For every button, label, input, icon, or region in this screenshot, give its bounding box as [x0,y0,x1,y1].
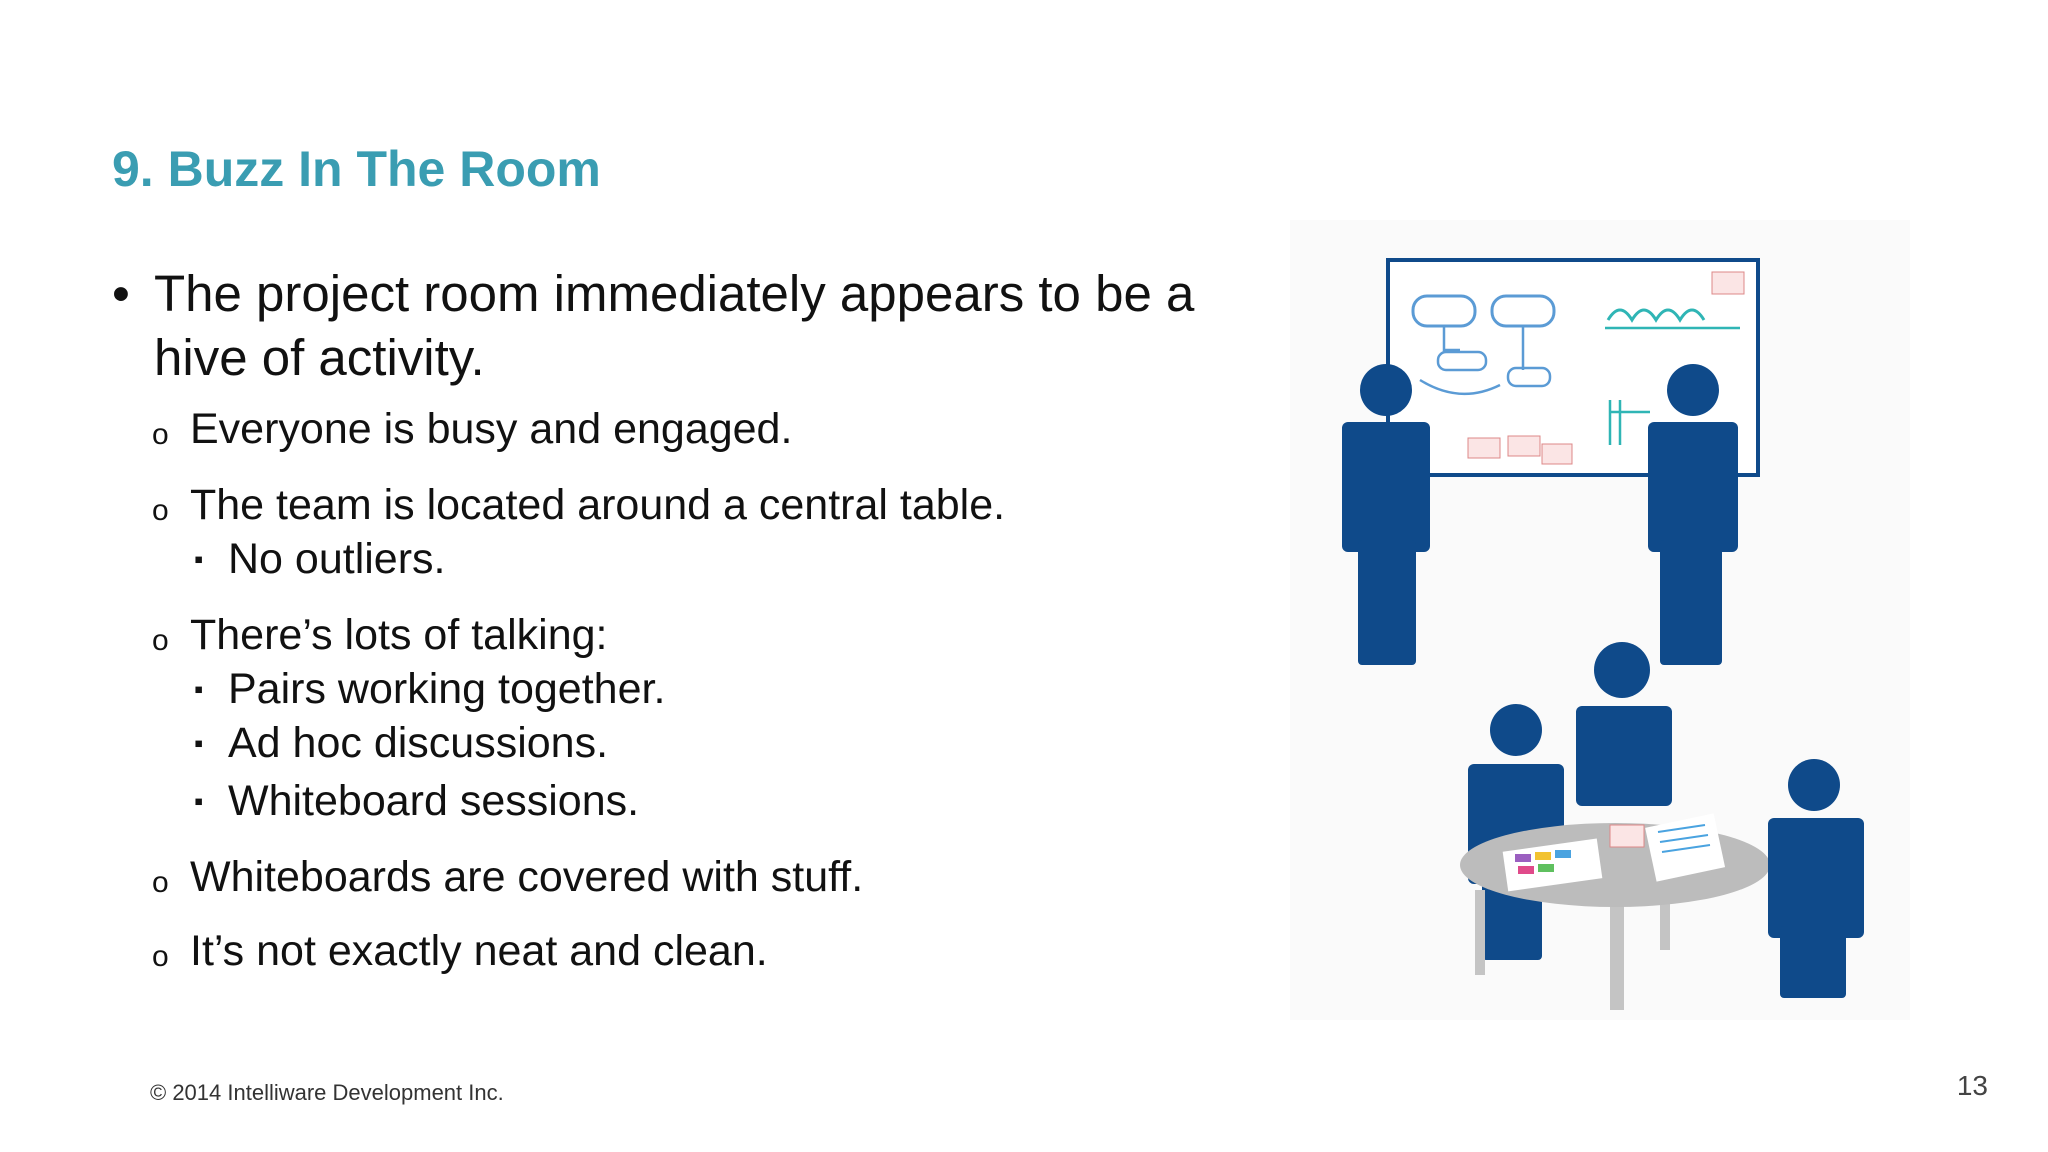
bullet-text: Whiteboards are covered with stuff. [190,853,864,901]
bullet-text: Pairs working together. [228,665,666,713]
paper-block [1515,854,1531,862]
table-sticky [1610,825,1644,847]
bullet-text: The team is located around a central table. [190,481,1006,529]
table-leg [1475,890,1485,975]
bullet-marker: o [152,940,169,973]
table-leg [1610,900,1624,1010]
bullet-level-2 [112,850,1242,904]
bullet-text: It’s not exactly neat and clean. [190,927,768,975]
bullet-level-3 [112,532,1242,586]
bullet-marker: ▪ [194,674,204,704]
bullet-level-3 [112,774,1242,828]
bullet-marker: o [152,418,169,451]
bullet-level-1 [112,262,1242,390]
team-illustration [1320,240,1880,1020]
bullet-level-3 [112,716,1242,770]
bullet-marker: ▪ [194,544,204,574]
bullet-level-3 [112,662,1242,716]
bullet-marker: ▪ [194,786,204,816]
paper-block [1535,852,1551,860]
bullet-text: Ad hoc discussions. [228,719,609,767]
paper-block [1555,850,1571,858]
slide-title: 9. Buzz In The Room [112,141,601,197]
bullet-marker: o [152,866,169,899]
bullet-marker: ▪ [194,728,204,758]
bullet-text: No outliers. [228,535,446,583]
bullet-text: Everyone is busy and engaged. [190,405,793,453]
page-number: 13 [1956,1070,1988,1101]
bullet-marker: o [152,624,169,657]
bullet-text: The project room immediately appears to be a hive of activity. [154,265,1195,386]
bullet-marker: • [112,265,130,322]
bullet-level-2 [112,478,1242,532]
bullet-marker: o [152,494,169,527]
paper-block [1518,866,1534,874]
bullet-level-2 [112,608,1242,662]
footer-copyright: © 2014 Intelliware Development Inc. [150,1080,504,1105]
bullet-level-2 [112,402,1242,456]
bullet-list [112,262,1242,978]
paper-block [1538,864,1554,872]
bullet-level-2 [112,924,1242,978]
person-table-back [1576,642,1672,806]
person-table-right [1768,759,1864,998]
bullet-text: Whiteboard sessions. [228,777,640,825]
bullet-text: There’s lots of talking: [190,611,608,659]
